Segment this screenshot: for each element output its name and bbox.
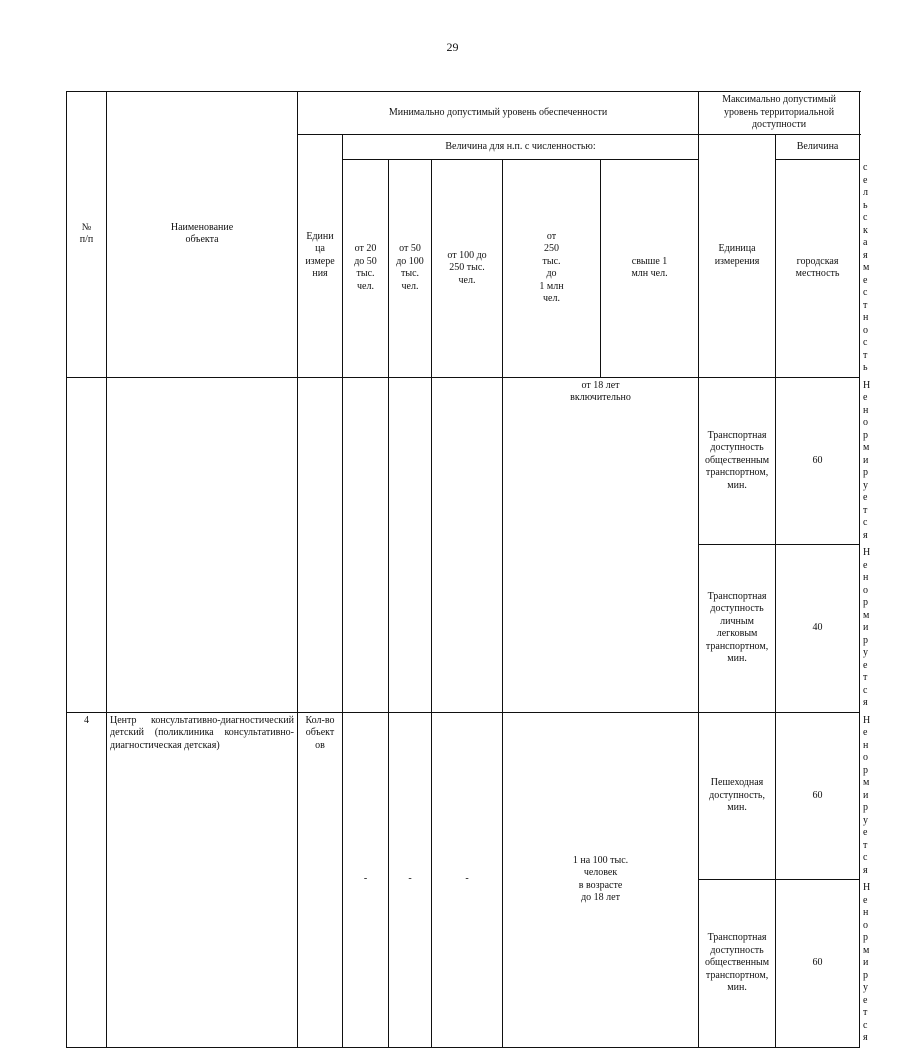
header-name: Наименование объекта <box>107 92 298 378</box>
cont-access-unit-1: Транспортная доступность общественным транспортном, мин. <box>699 377 776 545</box>
row4-dash-50-100: - <box>389 712 432 1047</box>
cont-num <box>67 377 107 712</box>
row4-access-unit-1: Пешеходная доступность, мин. <box>699 712 776 880</box>
row4-dash-100-250: - <box>432 712 503 1047</box>
cont-name <box>107 377 298 712</box>
header-pop-250-1m: от 250 тыс. до 1 млн чел. <box>503 160 601 378</box>
header-max-level: Максимально допустимый уровень территориальной доступности <box>699 92 860 135</box>
cont-pop-100-250 <box>432 377 503 712</box>
header-min-level: Минимально допустимый уровень обеспеченности <box>298 92 699 135</box>
cont-pop-value: от 18 лет включительно <box>503 377 699 712</box>
cont-pop-20-50 <box>343 377 389 712</box>
cont-access-unit-2: Транспортная доступность личным легковым транспортном, мин. <box>699 545 776 713</box>
row4-num: 4 <box>67 712 107 1047</box>
header-pop-over-1m: свыше 1 млн чел. <box>601 160 699 378</box>
row4-unit: Кол-во объект ов <box>298 712 343 1047</box>
cont-urban-2: 40 <box>776 545 860 713</box>
row4-dash-20-50: - <box>343 712 389 1047</box>
header-pop-20-50: от 20 до 50 тыс. чел. <box>343 160 389 378</box>
header-urban: городская местность <box>776 160 860 378</box>
row4-urban-1: 60 <box>776 712 860 880</box>
header-pop-50-100: от 50 до 100 тыс. чел. <box>389 160 432 378</box>
header-magnitude-np: Величина для н.п. с численностью: <box>343 135 699 160</box>
norms-table: № п/п Наименование объекта Минимально допустимый уровень обеспеченности Максимально допустимый уровень территориальной доступности Едини ца измере ния Величина для н.п. с численностью: Единица измерения Величина от 20 до 50 тыс. чел. от 50 до 100 тыс. чел. от 100 до 250 тыс. чел. от 250 тыс. до 1 млн чел. свыше 1 млн чел. городская местность сельская местность от 18 лет включительно Транспортная доступность общественным транспортном, мин. 60 Не нормируется Транспортная доступность личным легковым транспортном, мин. 40 Не нормируется 4 Центр консультативно-диагностический детский (поликлиника консультативно-диагностическая детская) Кол-во объект ов - - - 1 на 100 тыс. человек в возрасте до 18 лет Пешеходная доступность, мин. 60 Не нормируется Транспортная доступность общественным транспортном, мин. 60 Не нормируется <box>66 91 860 1048</box>
header-num: № п/п <box>67 92 107 378</box>
row4-name: Центр консультативно-диагностический детский (поликлиника консультативно-диагностическая детская) <box>107 712 298 1047</box>
page-number: 29 <box>446 40 459 54</box>
row4-pop-value: 1 на 100 тыс. человек в возрасте до 18 лет <box>503 712 699 1047</box>
header-pop-100-250: от 100 до 250 тыс. чел. <box>432 160 503 378</box>
row4-access-unit-2: Транспортная доступность общественным транспортном, мин. <box>699 880 776 1048</box>
cont-unit <box>298 377 343 712</box>
row4-urban-2: 60 <box>776 880 860 1048</box>
header-magnitude: Величина <box>776 135 860 160</box>
header-unit: Едини ца измере ния <box>298 135 343 378</box>
cont-pop-50-100 <box>389 377 432 712</box>
cont-urban-1: 60 <box>776 377 860 545</box>
header-access-unit: Единица измерения <box>699 135 776 378</box>
